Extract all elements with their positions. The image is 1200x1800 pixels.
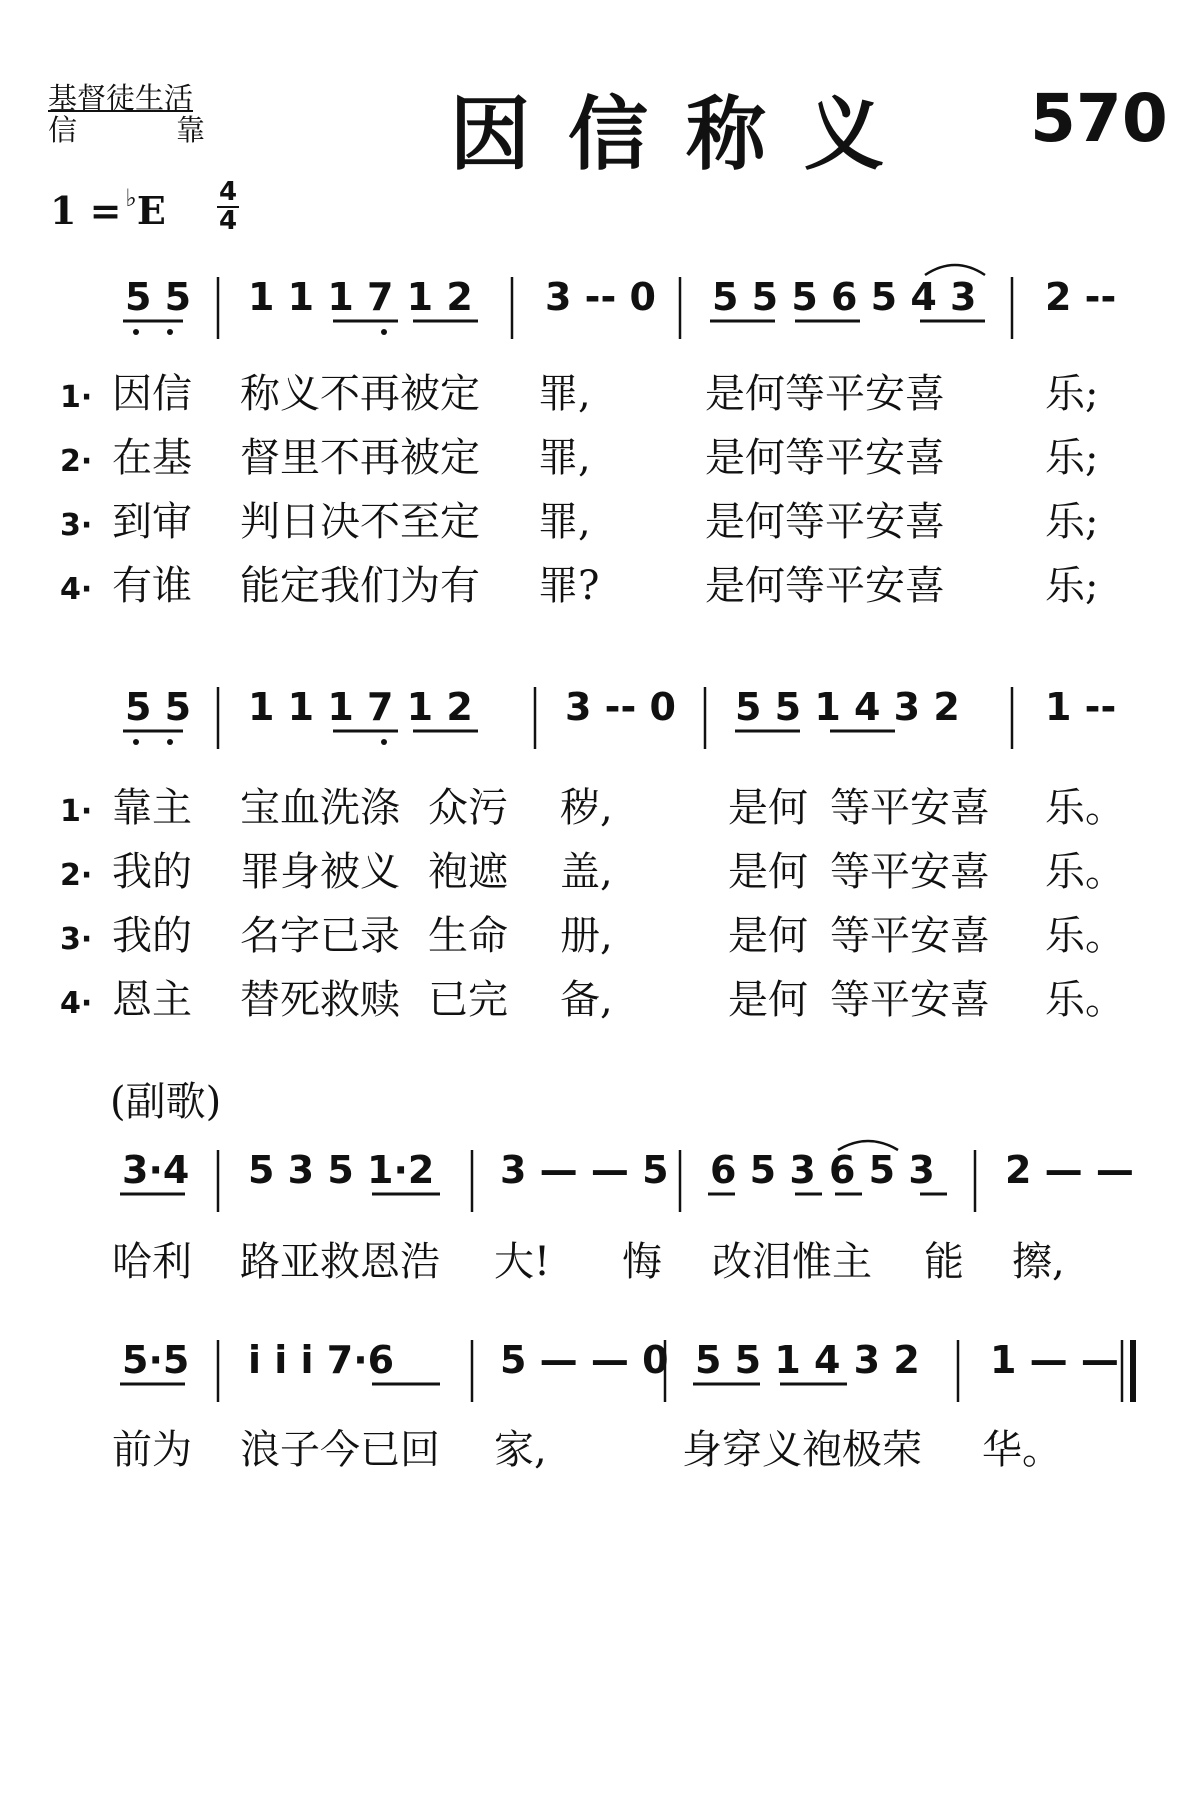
- verse-2-line-2: 2· 我的 罪身被义 袍遮 盖, 是何 等平安喜 乐。: [60, 849, 1125, 895]
- chorus-label: (副歌): [110, 1079, 222, 1125]
- measure-pickup: 3·4: [122, 1148, 190, 1192]
- subcategory-left: 信: [48, 113, 78, 147]
- measure: 3 — — 5: [500, 1148, 669, 1192]
- chorus-lyrics-line-1: 哈利 路亚救恩浩 大! 悔 改泪惟主 能 擦,: [112, 1239, 1065, 1285]
- verse-4-line-2: 4· 恩主 替死救赎 已完 备, 是何 等平安喜 乐。: [60, 977, 1125, 1023]
- verse-3-line-1: 3· 到审 判日决不至定 罪, 是何等平安喜 乐;: [60, 499, 1099, 545]
- measure: 3 -- 0: [565, 685, 676, 729]
- key-prefix: 1 =: [50, 188, 122, 233]
- category-label: 基督徒生活: [48, 81, 194, 115]
- time-signature: [215, 177, 241, 236]
- measure-pickup: 5·5: [122, 1338, 190, 1382]
- chorus-lyrics-line-2: 前为 浪子今已回 家, 身穿义袍极荣 华。: [112, 1427, 1062, 1473]
- measure: i i i 7·6: [248, 1338, 395, 1382]
- measure: 5 3 5 1·2: [248, 1148, 435, 1192]
- verse-2-line-1: 2· 在基 督里不再被定 罪, 是何等平安喜 乐;: [60, 435, 1099, 481]
- measure: 2 --: [1045, 275, 1117, 319]
- measure: 5 — — 0: [500, 1338, 669, 1382]
- key-signature: [50, 183, 166, 233]
- verse-4-line-1: 4· 有谁 能定我们为有 罪? 是何等平安喜 乐;: [60, 563, 1099, 609]
- subcategory-right: 靠: [176, 113, 206, 147]
- measure: 1 — —: [990, 1338, 1119, 1382]
- flat-sign: ♭: [125, 183, 137, 212]
- staff-line-3: [0, 1128, 1200, 1218]
- measure-pickup: 5 5: [125, 685, 192, 729]
- time-top: 4: [218, 177, 238, 207]
- verse-1-line-2: 1· 靠主 宝血洗涤 众污 秽, 是何 等平安喜 乐。: [60, 785, 1125, 831]
- staff-line-1: [0, 255, 1200, 345]
- verse-3-line-2: 3· 我的 名字已录 生命 册, 是何 等平安喜 乐。: [60, 913, 1125, 959]
- measure: 3 -- 0: [545, 275, 656, 319]
- measure: 5 5 1 4 3 2: [695, 1338, 920, 1382]
- staff-line-4: [0, 1318, 1200, 1408]
- measure: 2 — —: [1005, 1148, 1134, 1192]
- measure: 1 1 1 7 1 2: [248, 275, 473, 319]
- measure: 5 5 5 6 5 4 3: [712, 275, 977, 319]
- key-note: E: [136, 188, 166, 233]
- time-bottom: 4: [218, 206, 238, 236]
- measure: 1 1 1 7 1 2: [248, 685, 473, 729]
- measure-pickup: 5 5: [125, 275, 192, 319]
- verse-1-line-1: 1· 因信 称义不再被定 罪, 是何等平安喜 乐;: [60, 371, 1099, 417]
- staff-line-2: [0, 665, 1200, 755]
- measure: 1 --: [1045, 685, 1117, 729]
- subcategory-label: [48, 114, 238, 146]
- hymn-number: 570: [1030, 80, 1168, 157]
- hymn-title: 因信称义: [450, 88, 922, 181]
- measure: 6 5 3 6 5 3: [710, 1148, 935, 1192]
- measure: 5 5 1 4 3 2: [735, 685, 960, 729]
